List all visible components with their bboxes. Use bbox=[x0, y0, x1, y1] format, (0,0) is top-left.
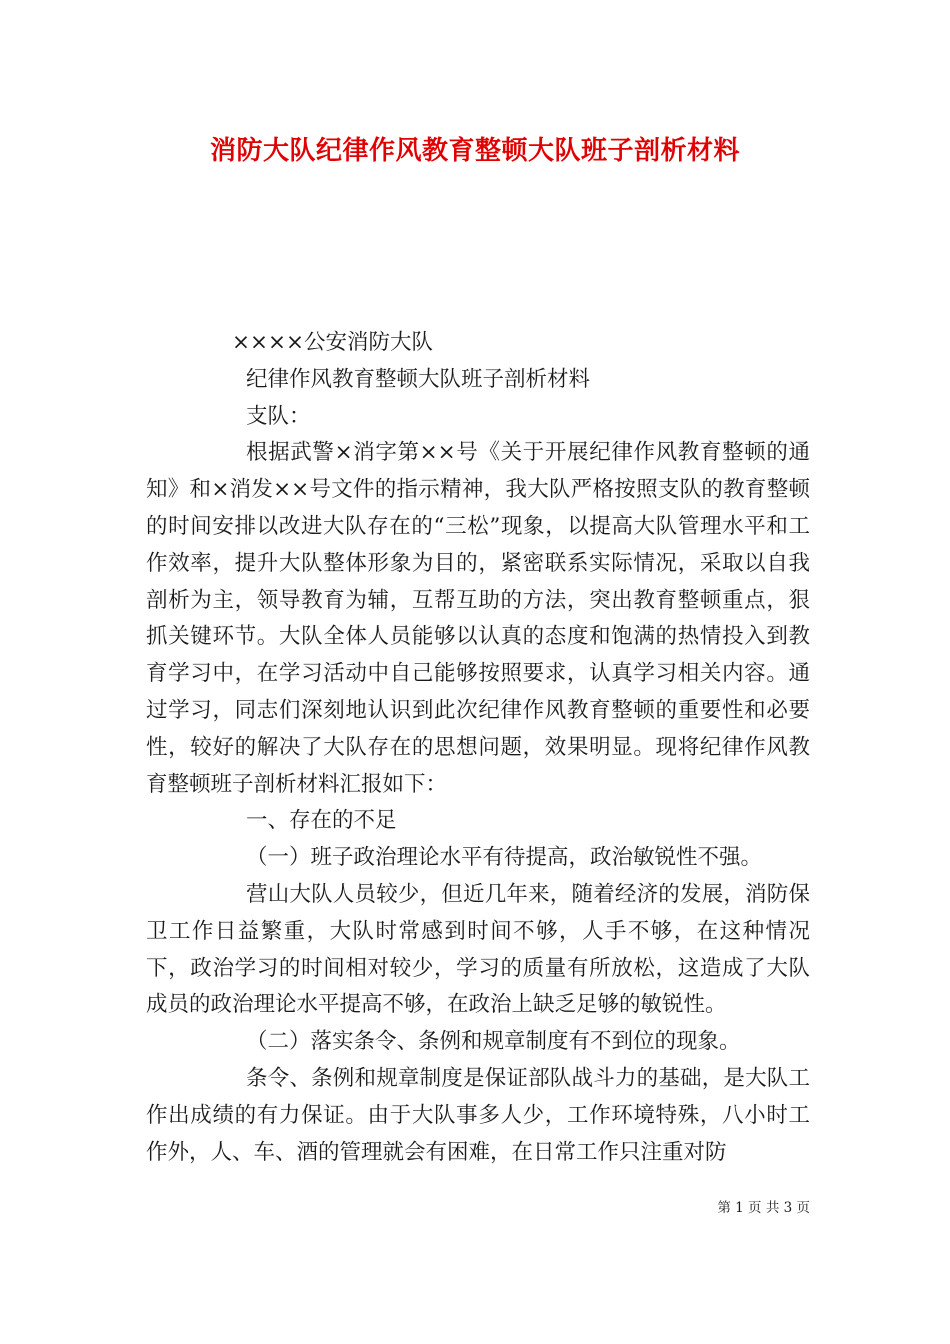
organization-line: ××××公安消防大队 bbox=[232, 330, 434, 355]
document-title: 消防大队纪律作风教育整顿大队班子剖析材料 bbox=[209, 136, 740, 166]
section-heading: 一、存在的不足 bbox=[246, 808, 397, 834]
document-body bbox=[146, 325, 810, 1171]
subsection-heading: （二）落实条令、条例和规章制度有不到位的现象。 bbox=[246, 1029, 741, 1055]
body-paragraph: 营山大队人员较少，但近几年来，随着经济的发展，消防保卫工作日益繁重，大队时常感到时间不够，人手不够，在这种情况下，政治学习的时间相对较少，学习的质量有所放松，这造成了大队成员的政治理论水平提高不够，在政治上缺乏足够的敏锐性。 bbox=[146, 881, 810, 1018]
body-paragraph: 条令、条例和规章制度是保证部队战斗力的基础，是大队工作出成绩的有力保证。由于大队事多人少，工作环境特殊，八小时工作外，人、车、酒的管理就会有困难，在日常工作只注重对防 bbox=[146, 1065, 810, 1165]
salutation: 支队： bbox=[246, 403, 311, 429]
page-number: 第 1 页 共 3 页 bbox=[717, 1200, 810, 1216]
subsection-heading: （一）班子政治理论水平有待提高，政治敏锐性不强。 bbox=[246, 845, 763, 871]
intro-paragraph: 根据武警×消字第××号《关于开展纪律作风教育整顿的通知》和×消发××号文件的指示精神，我大队严格按照支队的教育整顿的时间安排以改进大队存在的“三松”现象，以提高大队管理水平和工作效率，提升大队整体形象为目的，紧密联系实际情况，采取以自我剖析为主，领导教育为辅，互帮互助的方法，突出教育整顿重点，狠抓关键环节。大队全体人员能够以认真的态度和饱满的热情投入到教育学习中，在学习活动中自己能够按照要求，认真学习相关内容。通过学习，同志们深刻地认识到此次纪律作风教育整顿的重要性和必要性，较好的解决了大队存在的思想问题，效果明显。现将纪律作风教育整顿班子剖析材料汇报如下： bbox=[146, 440, 810, 797]
subtitle-line: 纪律作风教育整顿大队班子剖析材料 bbox=[246, 366, 591, 392]
